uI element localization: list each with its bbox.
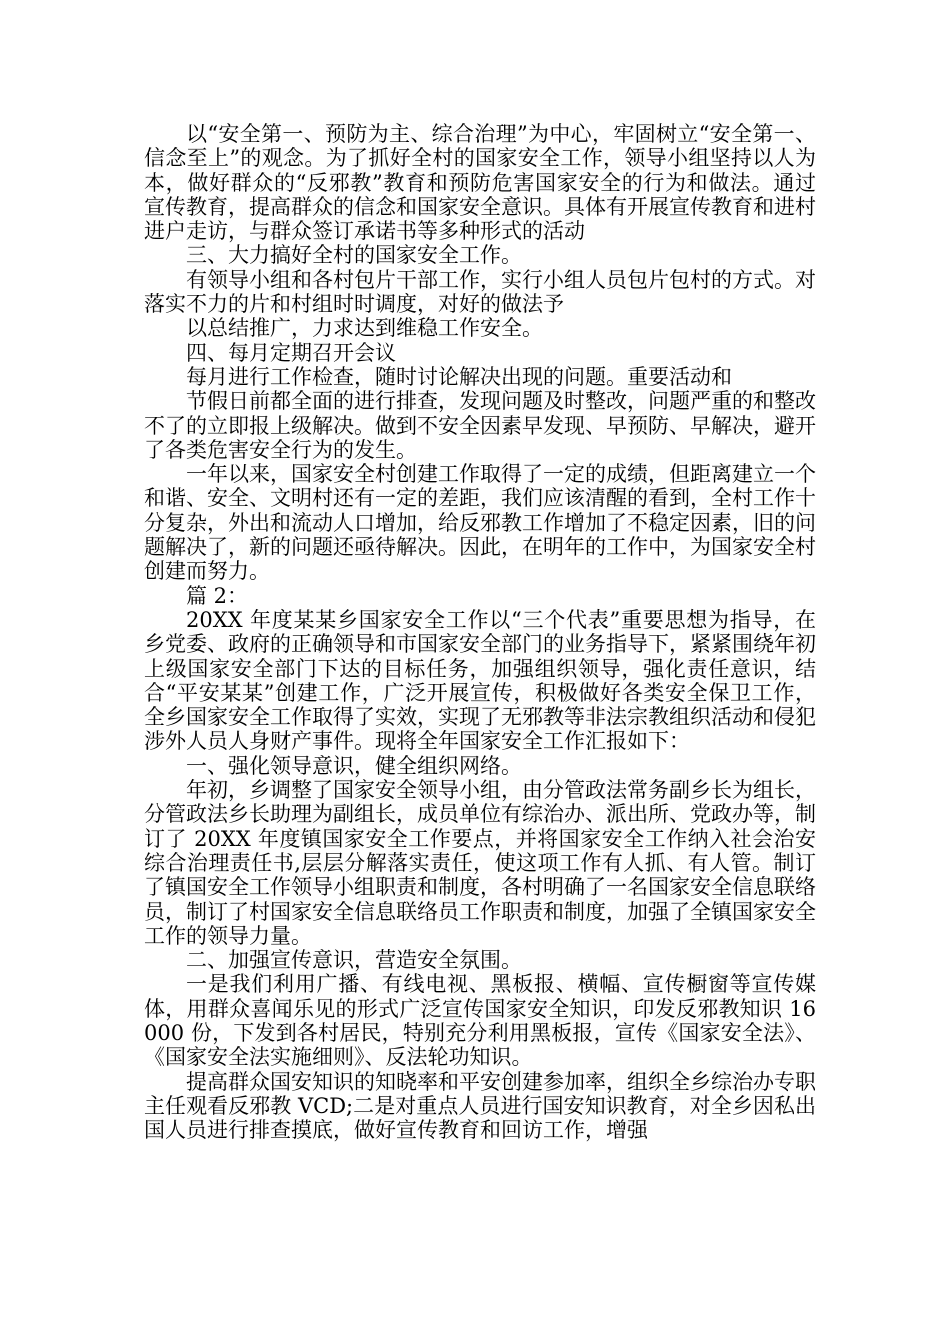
paragraph-13-heading: 二、加强宣传意识，营造安全氛围。 bbox=[186, 948, 522, 973]
paragraph-2-heading: 三、大力搞好全村的国家安全工作。 bbox=[186, 243, 522, 268]
paragraph-12: 年初，乡调整了国家安全领导小组，由分管政法常务副乡长为组长，分管政法乡长助理为副组长，成员单位有综治办、派出所、党政办等，制订了 20XX 年度镇国家安全工作要点，并将国家安全工作纳入社会治安综合治理责任书,层层分解落实责任，使这项工作有人抓、有人管。制订了镇国安全工作领导小组职责和制度，各村明确了一名国家安全信息联络员，制订了村国家安全信息联络员工作职责和制度，加强了全镇国家安全工作的领导力量。 bbox=[144, 778, 816, 948]
paragraph-4: 以总结推广，力求达到维稳工作安全。 bbox=[186, 316, 543, 341]
paragraph-1: 以“安全第一、预防为主、综合治理”为中心，牢固树立“安全第一、信念至上”的观念。为了抓好全村的国家安全工作，领导小组坚持以人为本，做好群众的“反邪教”教育和预防危害国家安全的行为和做法。通过宣传教育，提高群众的信念和国家安全意识。具体有开展宣传教育和进村进户走访，与群众签订承诺书等多种形式的活动 bbox=[144, 122, 816, 244]
paragraph-14: 一是我们利用广播、有线电视、黑板报、横幅、宣传橱窗等宣传媒体，用群众喜闻乐见的形式广泛宣传国家安全知识，印发反邪教知识 16000 份，下发到各村居民，特别充分利用黑板报，宣传《国家安全法》、《国家安全法实施细则》、反法轮功知识。 bbox=[144, 972, 816, 1070]
paragraph-5-heading: 四、每月定期召开会议 bbox=[186, 340, 396, 365]
paragraph-11-heading: 一、强化领导意识，健全组织网络。 bbox=[186, 753, 522, 778]
section-heading-part-2: 篇 2： bbox=[186, 583, 249, 608]
paragraph-6: 每月进行工作检查，随时讨论解决出现的问题。重要活动和 bbox=[186, 364, 732, 389]
paragraph-7: 节假日前都全面的进行排查，发现问题及时整改，问题严重的和整改不了的立即报上级解决。做到不安全因素早发现、早预防、早解决，避开了各类危害安全行为的发生。 bbox=[144, 389, 816, 462]
document-body bbox=[144, 122, 816, 1142]
paragraph-3: 有领导小组和各村包片干部工作，实行小组人员包片包村的方式。对落实不力的片和村组时时调度，对好的做法予 bbox=[144, 267, 816, 317]
paragraph-8: 一年以来，国家安全村创建工作取得了一定的成绩，但距离建立一个和谐、安全、文明村还有一定的差距，我们应该清醒的看到，全村工作十分复杂，外出和流动人口增加，给反邪教工作增加了不稳定因素，旧的问题解决了，新的问题还亟待解决。因此，在明年的工作中，为国家安全村创建而努力。 bbox=[144, 462, 816, 584]
paragraph-10: 20XX 年度某某乡国家安全工作以“三个代表”重要思想为指导，在乡党委、政府的正确领导和市国家安全部门的业务指导下，紧紧围绕年初上级国家安全部门下达的目标任务，加强组织领导，强化责任意识，结合“平安某某”创建工作，广泛开展宣传，积极做好各类安全保卫工作，全乡国家安全工作取得了实效，实现了无邪教等非法宗教组织活动和侵犯涉外人员人身财产事件。现将全年国家安全工作汇报如下： bbox=[144, 607, 816, 754]
paragraph-15: 提高群众国安知识的知晓率和平安创建参加率，组织全乡综治办专职主任观看反邪教 VCD;二是对重点人员进行国安知识教育，对全乡因私出国人员进行排查摸底，做好宣传教育和回访工作，增强 bbox=[144, 1069, 816, 1143]
